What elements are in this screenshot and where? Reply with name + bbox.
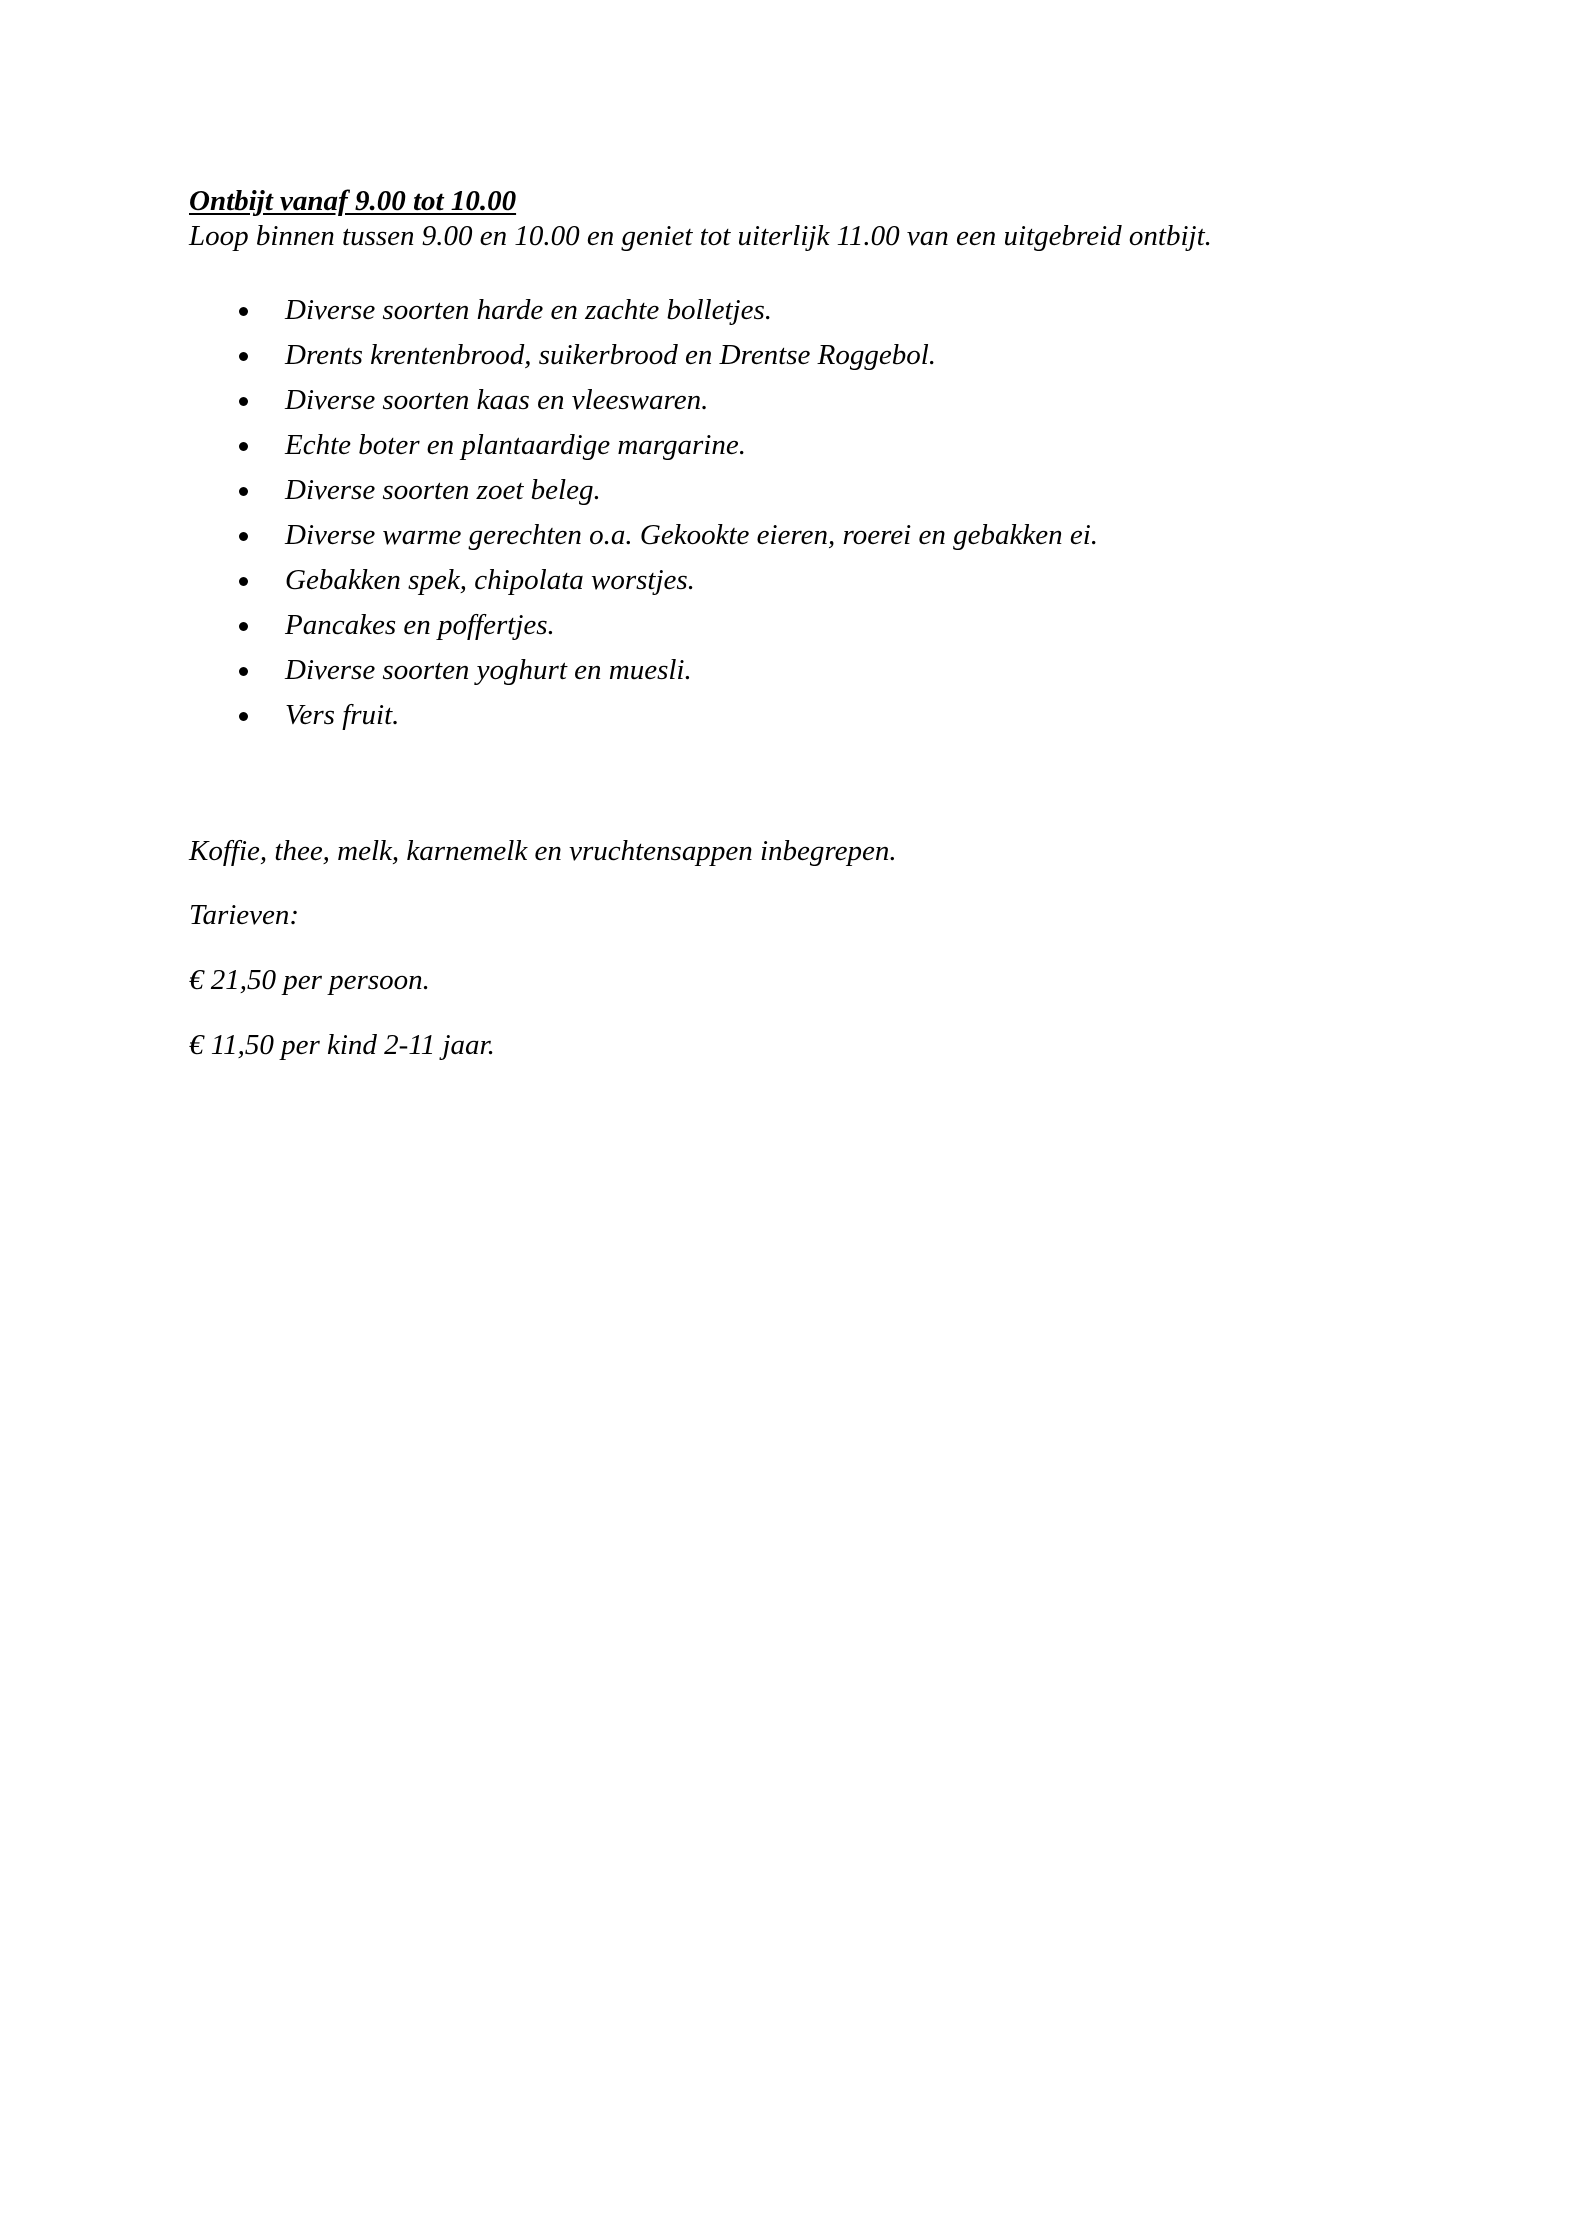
bullet-icon <box>239 712 248 721</box>
list-item <box>189 468 1389 513</box>
list-item-text: Gebakken spek, chipolata worstjes. <box>285 563 695 596</box>
bullet-icon <box>239 667 248 676</box>
bullet-icon <box>239 487 248 496</box>
list-item-text: Drents krentenbrood, suikerbrood en Drentse Roggebol. <box>285 338 937 371</box>
list-item <box>189 558 1389 603</box>
intro-paragraph: Loop binnen tussen 9.00 en 10.00 en geniet tot uiterlijk 11.00 van een uitgebreid ontbijt. <box>189 219 1212 252</box>
drinks-paragraph: Koffie, thee, melk, karnemelk en vruchtensappen inbegrepen. <box>189 834 897 867</box>
list-item <box>189 333 1389 378</box>
list-item-text: Diverse soorten zoet beleg. <box>285 473 601 506</box>
list-item-text: Diverse warme gerechten o.a. Gekookte eieren, roerei en gebakken ei. <box>285 518 1099 551</box>
list-item <box>189 288 1389 333</box>
bullet-icon <box>239 352 248 361</box>
list-item-text: Diverse soorten kaas en vleeswaren. <box>285 383 709 416</box>
tariffs-label: Tarieven: <box>189 899 300 932</box>
breakfast-items-list <box>189 288 1389 738</box>
list-item <box>189 423 1389 468</box>
list-item-text: Pancakes en poffertjes. <box>285 608 555 641</box>
bullet-icon <box>239 577 248 586</box>
price-adult: € 21,50 per persoon. <box>189 964 430 997</box>
bullet-icon <box>239 532 248 541</box>
list-item <box>189 378 1389 423</box>
bullet-icon <box>239 442 248 451</box>
list-item <box>189 513 1389 558</box>
list-item-text: Diverse soorten yoghurt en muesli. <box>285 653 692 686</box>
document-content <box>189 184 1389 1063</box>
bullet-icon <box>239 307 248 316</box>
bullet-icon <box>239 397 248 406</box>
list-item-text: Echte boter en plantaardige margarine. <box>285 428 746 461</box>
price-child: € 11,50 per kind 2-11 jaar. <box>189 1028 495 1061</box>
list-item <box>189 693 1389 738</box>
bullet-icon <box>239 622 248 631</box>
list-item <box>189 648 1389 693</box>
list-item <box>189 603 1389 648</box>
list-item-text: Diverse soorten harde en zachte bolletjes. <box>285 293 772 326</box>
list-item-text: Vers fruit. <box>285 698 400 731</box>
section-heading: Ontbijt vanaf 9.00 tot 10.00 <box>189 185 517 217</box>
